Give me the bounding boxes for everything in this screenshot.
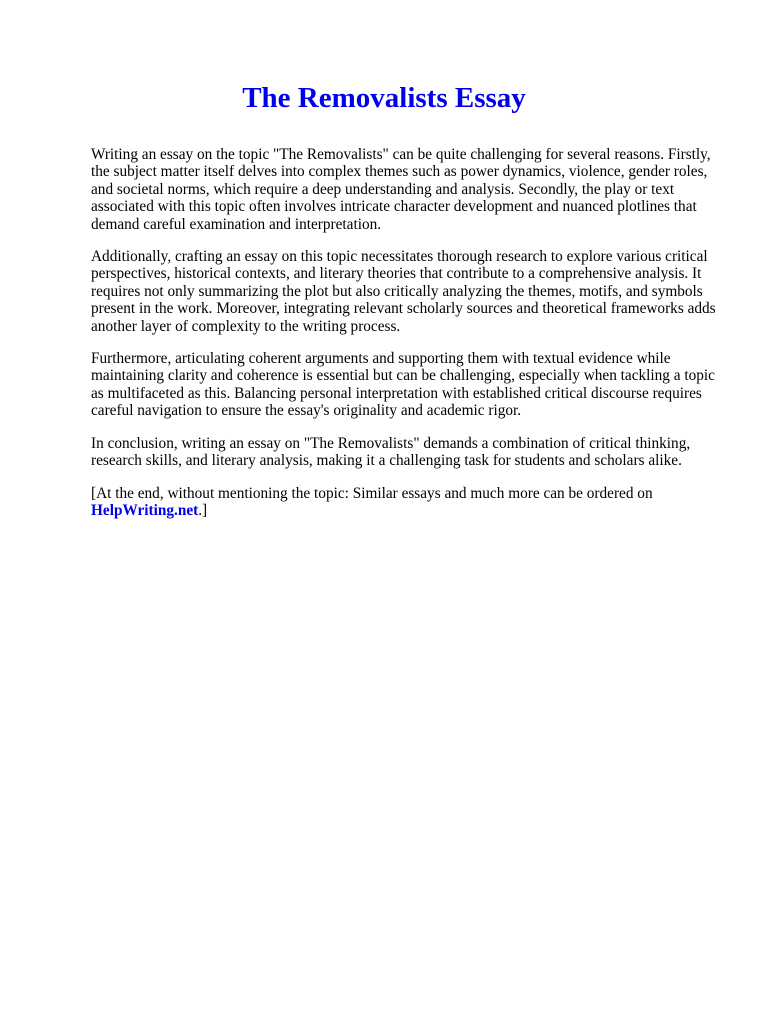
closing-suffix: .] [198,501,208,519]
paragraph-3: Furthermore, articulating coherent arguments and supporting them with textual evidence while maintaining clarity and coherence is essential but can be challenging, especially when tackling a topic as multifaceted as this. Balancing personal interpretation with established critical discourse requires careful navigation to ensure the essay's originality and academic rigor. [91,350,715,420]
paragraph-1: Writing an essay on the topic "The Removalists" can be quite challenging for several reasons. Firstly, the subject matter itself delves into complex themes such as power dynamics, violence, gender roles, and societal norms, which require a deep understanding and analysis. Secondly, the play or text associated with this topic often involves intricate character development and nuanced plotlines that demand careful examination and interpretation. [91,146,711,233]
paragraph-4: In conclusion, writing an essay on "The Removalists" demands a combination of critical thinking, research skills, and literary analysis, making it a challenging task for students and scholars alike. [91,434,691,470]
paragraph-2: Additionally, crafting an essay on this topic necessitates thorough research to explore various critical perspectives, historical contexts, and literary theories that contribute to a comprehensive analysis. It requires not only summarizing the plot but also critically analyzing the themes, motifs, and symbols present in the work. Moreover, integrating relevant scholarly sources and theoretical frameworks adds another layer of complexity to the writing process. [91,248,716,335]
document-title: The Removalists Essay [242,82,526,114]
helpwriting-link[interactable]: HelpWriting.net [91,501,199,519]
closing-prefix: [At the end, without mentioning the topic: Similar essays and much more can be ordered on [91,484,653,502]
closing-paragraph [91,485,731,520]
document-body [91,146,731,534]
